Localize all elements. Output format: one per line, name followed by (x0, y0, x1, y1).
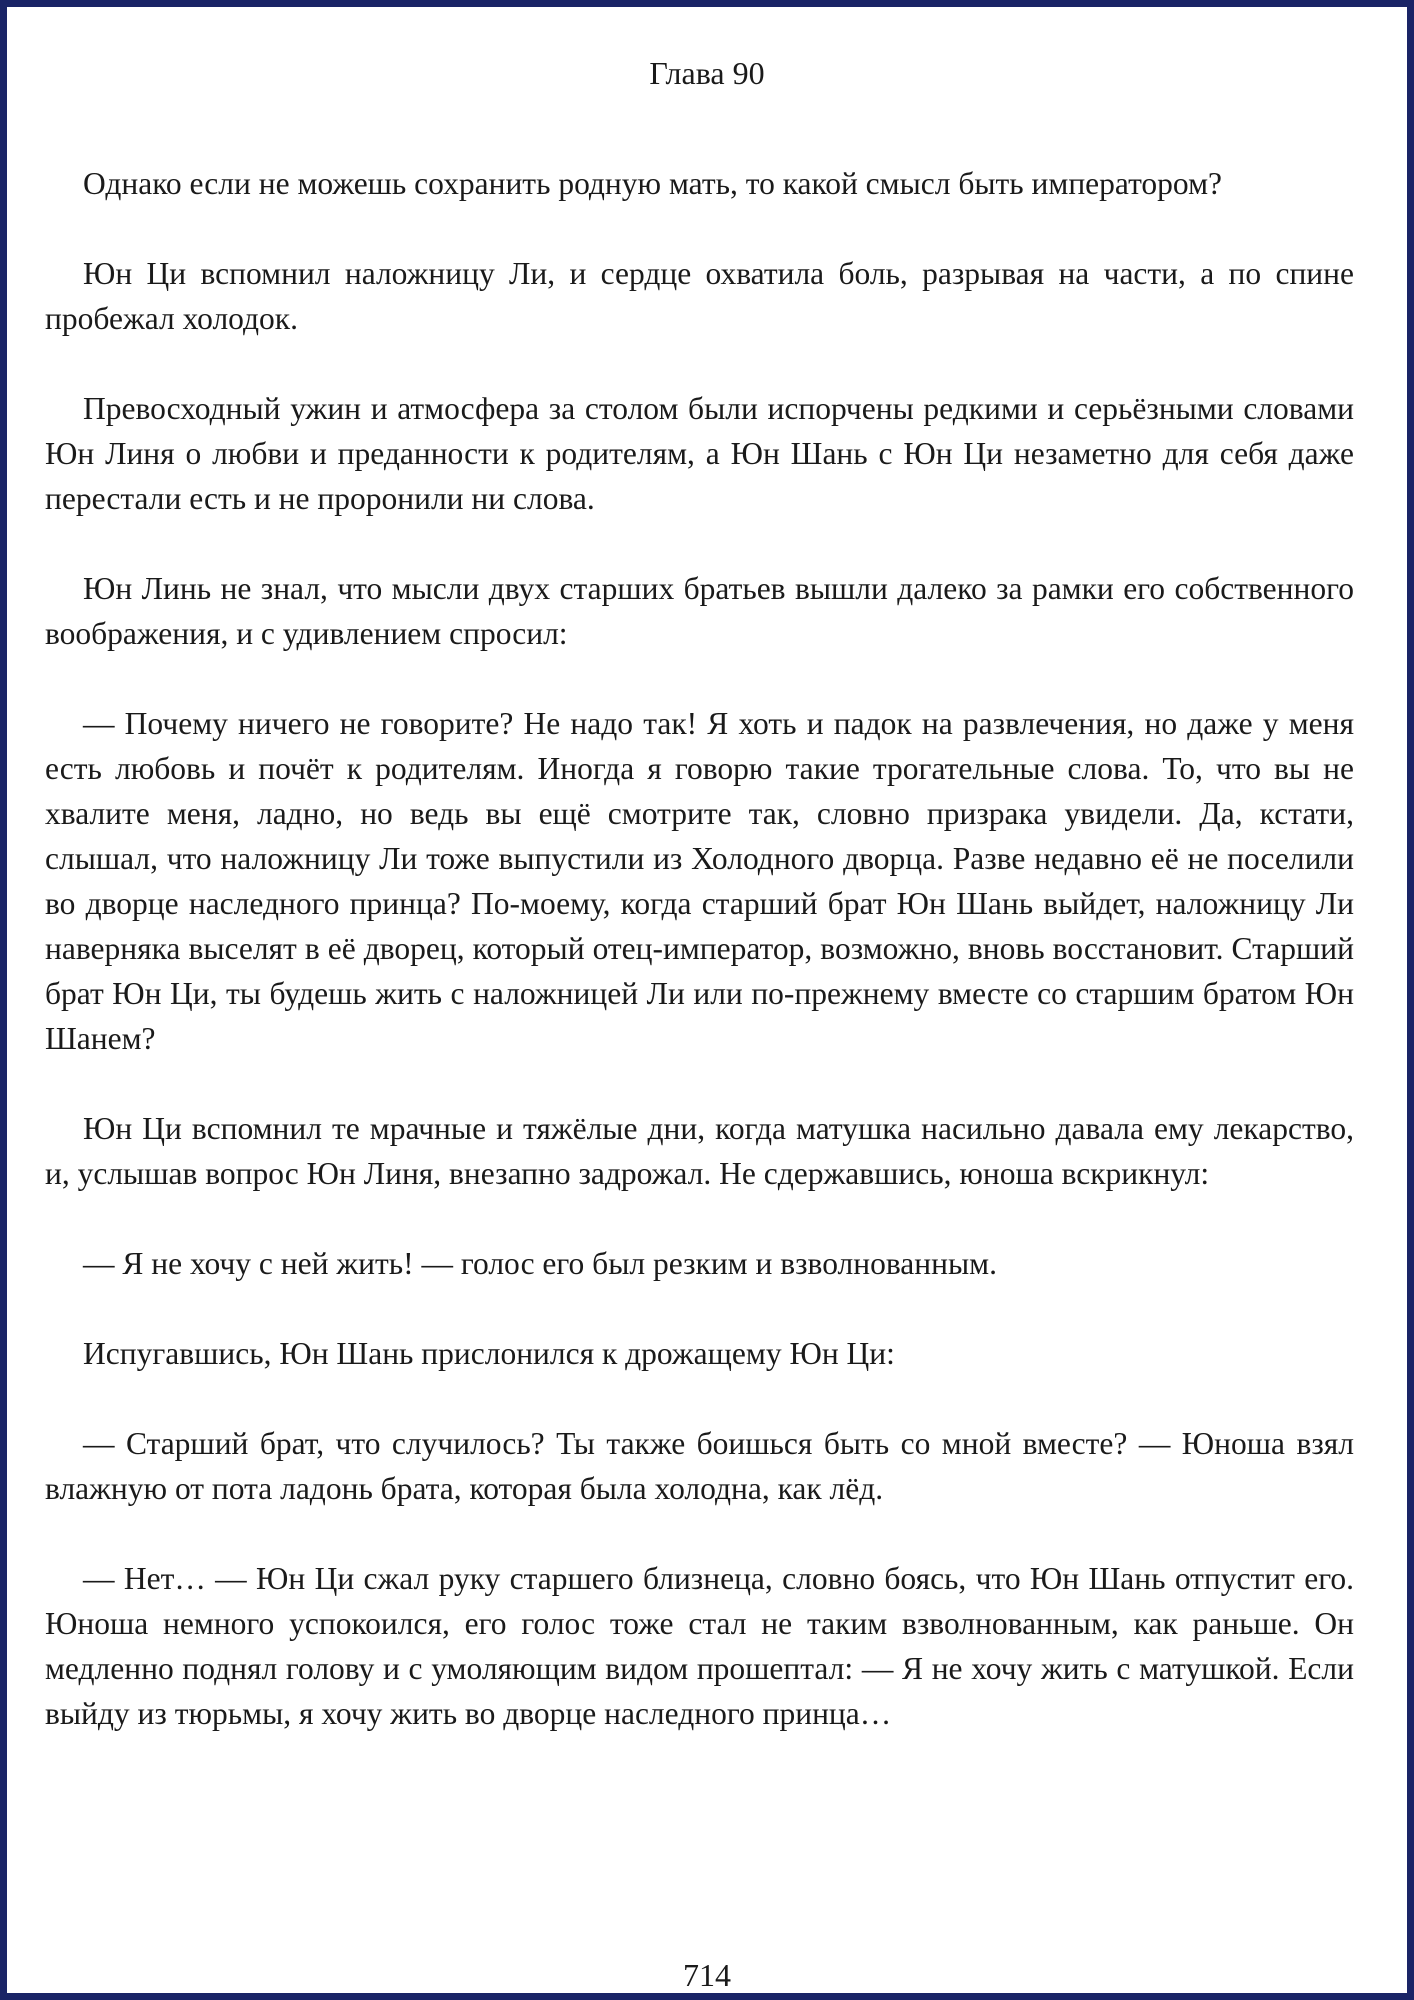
paragraph-10: — Нет… — Юн Ци сжал руку старшего близнеца, словно боясь, что Юн Шань отпустит его. Юноша немного успокоился, его голос тоже стал не таким взволнованным, как раньше. Он медленно поднял голову и с умоляющим видом прошептал: — Я не хочу жить с матушкой. Если выйду из тюрьмы, я хочу жить во дворце наследного принца… (45, 1561, 1354, 1731)
paragraph-5: — Почему ничего не говорите? Не надо так! Я хоть и падок на развлечения, но даже у меня есть любовь и почёт к родителям. Иногда я говорю такие трогательные слова. То, что вы не хвалите меня, ладно, но ведь вы ещё смотрите так, словно призрака увидели. Да, кстати, слышал, что наложницу Ли тоже выпустили из Холодного дворца. Разве недавно её не поселили во дворце наследного принца? По-моему, когда старший брат Юн Шань выйдет, наложницу Ли наверняка выселят в её дворец, который отец-император, возможно, вновь восстановит. Старший брат Юн Ци, ты будешь жить с наложницей Ли или по-прежнему вместе со старшим братом Юн Шанем? (45, 706, 1354, 1056)
page-body (45, 161, 1354, 1781)
paragraph-1: Однако если не можешь сохранить родную мать, то какой смысл быть императором? (83, 166, 1222, 201)
paragraph-2: Юн Ци вспомнил наложницу Ли, и сердце охватила боль, разрывая на части, а по спине пробежал холодок. (45, 256, 1354, 336)
paragraph-4: Юн Линь не знал, что мысли двух старших братьев вышли далеко за рамки его собственного воображения, и с удивлением спросил: (45, 571, 1354, 651)
paragraph-8: Испугавшись, Юн Шань прислонился к дрожащему Юн Ци: (83, 1336, 895, 1371)
chapter-title: Глава 90 (649, 55, 765, 91)
paragraph-7: — Я не хочу с ней жить! — голос его был резким и взволнованным. (83, 1246, 997, 1281)
paragraph-9: — Старший брат, что случилось? Ты также боишься быть со мной вместе? — Юноша взял влажную от пота ладонь брата, которая была холодна, как лёд. (45, 1426, 1354, 1506)
paragraph-6: Юн Ци вспомнил те мрачные и тяжёлые дни, когда матушка насильно давала ему лекарство, и, услышав вопрос Юн Линя, внезапно задрожал. Не сдержавшись, юноша вскрикнул: (45, 1111, 1354, 1191)
paragraph-3: Превосходный ужин и атмосфера за столом были испорчены редкими и серьёзными словами Юн Линя о любви и преданности к родителям, а Юн Шань с Юн Ци незаметно для себя даже перестали есть и не проронили ни слова. (45, 391, 1354, 516)
page-number: 714 (683, 1957, 731, 1993)
